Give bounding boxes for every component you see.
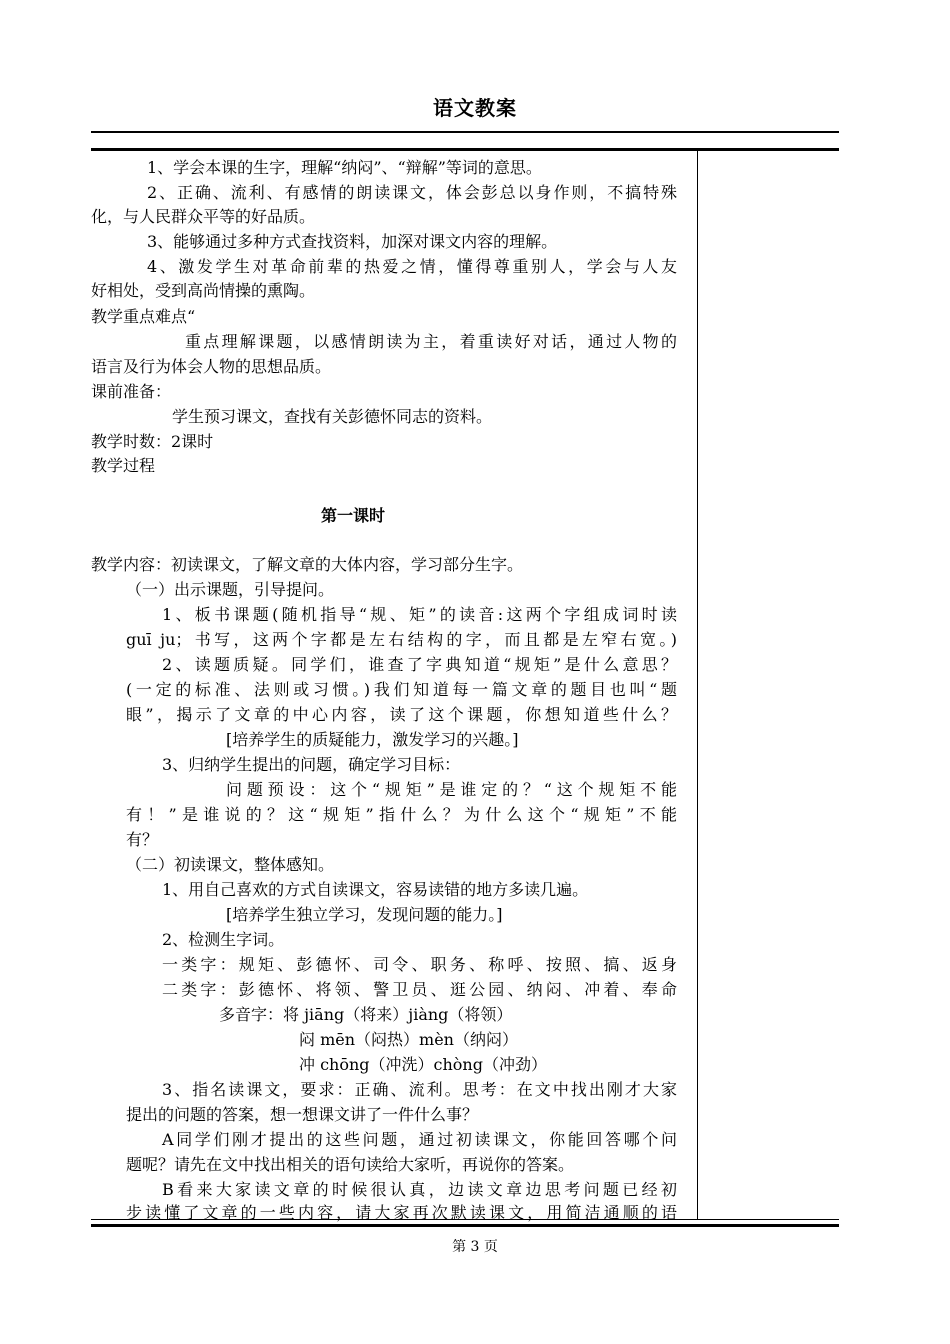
text-line: [培养学生独立学习，发现问题的能力。]: [226, 905, 503, 924]
text-line: 二类字：彭德怀、将领、警卫员、逛公园、纳闷、冲着、奉命: [162, 980, 677, 999]
text-line: （二）初读课文，整体感知。: [126, 855, 335, 874]
table-right-border: [697, 151, 698, 1219]
text-line: [培养学生的质疑能力，激发学习的兴趣。]: [226, 730, 519, 749]
text-line: 提出的问题的答案，想一想课文讲了一件什么事？: [126, 1105, 479, 1124]
text-line: 化，与人民群众平等的好品质。: [91, 207, 316, 226]
text-line: 眼”，揭示了文章的中心内容，读了这个课题，你想知道些什么？: [126, 705, 677, 724]
text-line: 一类字：规矩、彭德怀、司令、职务、称呼、按照、搞、返身: [162, 955, 677, 974]
header-rule-thick: [91, 148, 839, 151]
text-line: 好相处，受到高尚情操的熏陶。: [91, 281, 316, 300]
document-title: 语文教案: [433, 96, 517, 120]
text-line: 步读懂了文章的一些内容，请大家再次默读课文，用简洁通顺的语: [126, 1203, 677, 1222]
text-line: （一）出示课题，引导提问。: [126, 580, 335, 599]
text-line: 3、归纳学生提出的问题，确定学习目标：: [162, 755, 461, 774]
text-line: 1、板书课题(随机指导“规、矩”的读音:这两个字组成词时读: [162, 605, 677, 624]
text-line: 1、用自己喜欢的方式自读课文，容易读错的地方多读几遍。: [162, 880, 589, 899]
footer-rule-thick: [91, 1224, 839, 1227]
text-line: 冲 chōng（冲洗）chòng（冲劲）: [299, 1055, 547, 1074]
text-line: A同学们刚才提出的这些问题，通过初读课文，你能回答哪个问: [162, 1130, 677, 1149]
text-line: 问题预设：这个“规矩”是谁定的？“这个规矩不能: [226, 780, 677, 799]
text-line: guī ju；书写，这两个字都是左右结构的字，而且都是左窄右宽。): [126, 630, 677, 649]
text-line: 教学内容：初读课文，了解文章的大体内容，学习部分生字。: [91, 555, 524, 574]
text-line: 3、指名读课文，要求：正确、流利。思考：在文中找出刚才大家: [162, 1080, 677, 1099]
text-line: 多音字：将 jiāng（将来）jiàng（将领）: [219, 1005, 513, 1024]
section-heading: 第一课时: [321, 506, 386, 525]
text-line: 3、能够通过多种方式查找资料，加深对课文内容的理解。: [147, 232, 558, 251]
text-line: 教学时数：2课时: [91, 432, 214, 451]
text-line: B看来大家读文章的时候很认真，边读文章边思考问题已经初: [162, 1180, 677, 1199]
text-line: 有！”是谁说的？这“规矩”指什么？为什么这个“规矩”不能: [126, 805, 677, 824]
text-line: 2、正确、流利、有感情的朗读课文，体会彭总以身作则，不搞特殊: [147, 183, 677, 202]
text-line: 教学过程: [91, 456, 156, 475]
text-line: 语言及行为体会人物的思想品质。: [91, 357, 332, 376]
text-line: 2、读题质疑。同学们，谁查了字典知道“规矩”是什么意思？: [162, 655, 677, 674]
text-line: 2、检测生字词。: [162, 930, 285, 949]
text-line: 1、学会本课的生字，理解“纳闷”、“辩解”等词的意思。: [147, 158, 542, 177]
text-line: 4、激发学生对革命前辈的热爱之情，懂得尊重别人，学会与人友: [147, 257, 677, 276]
text-line: 有？: [126, 830, 159, 849]
footer-rule-thin: [91, 1219, 839, 1220]
text-line: (一定的标准、法则或习惯。)我们知道每一篇文章的题目也叫“题: [126, 680, 677, 699]
text-line: 课前准备：: [91, 382, 172, 401]
text-line: 题呢？请先在文中找出相关的语句读给大家听，再说你的答案。: [126, 1155, 575, 1174]
text-line: 重点理解课题，以感情朗读为主，着重读好对话，通过人物的: [185, 332, 677, 351]
text-line: 闷 mēn（闷热）mèn（纳闷）: [299, 1030, 518, 1049]
header-rule-thin: [91, 131, 839, 133]
text-line: 教学重点难点“: [91, 307, 196, 326]
page-number: 第 3 页: [452, 1239, 498, 1255]
text-line: 学生预习课文，查找有关彭德怀同志的资料。: [172, 407, 493, 426]
